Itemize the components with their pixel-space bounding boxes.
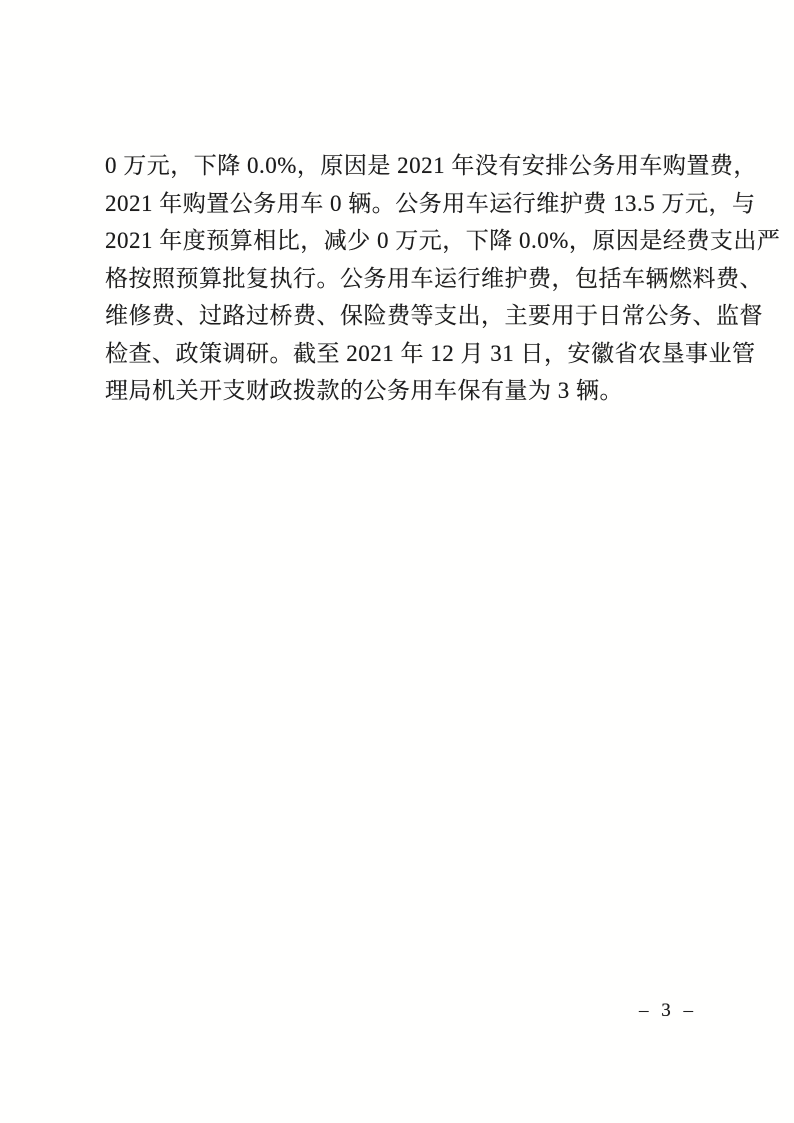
paragraph-line: 理局机关开支财政拨款的公务用车保有量为 3 辆。 (105, 378, 623, 403)
paragraph-line: 检查、政策调研。截至 2021 年 12 月 31 日，安徽省农垦事业管 (105, 340, 756, 366)
page-number: – 3 – (639, 1000, 697, 1021)
paragraph-line: 2021 年购置公务用车 0 辆。公务用车运行维护费 13.5 万元，与 (105, 190, 756, 216)
paragraph-line: 2021 年度预算相比，减少 0 万元，下降 0.0%，原因是经费支出严 (105, 228, 781, 253)
body-paragraph (105, 147, 781, 410)
paragraph-line: 格按照预算批复执行。公务用车运行维护费，包括车辆燃料费、 (105, 265, 763, 291)
paragraph-line: 维修费、过路过桥费、保险费等支出，主要用于日常公务、监督 (105, 303, 763, 328)
paragraph-line: 0 万元，下降 0.0%，原因是 2021 年没有安排公务用车购置费， (105, 153, 757, 178)
